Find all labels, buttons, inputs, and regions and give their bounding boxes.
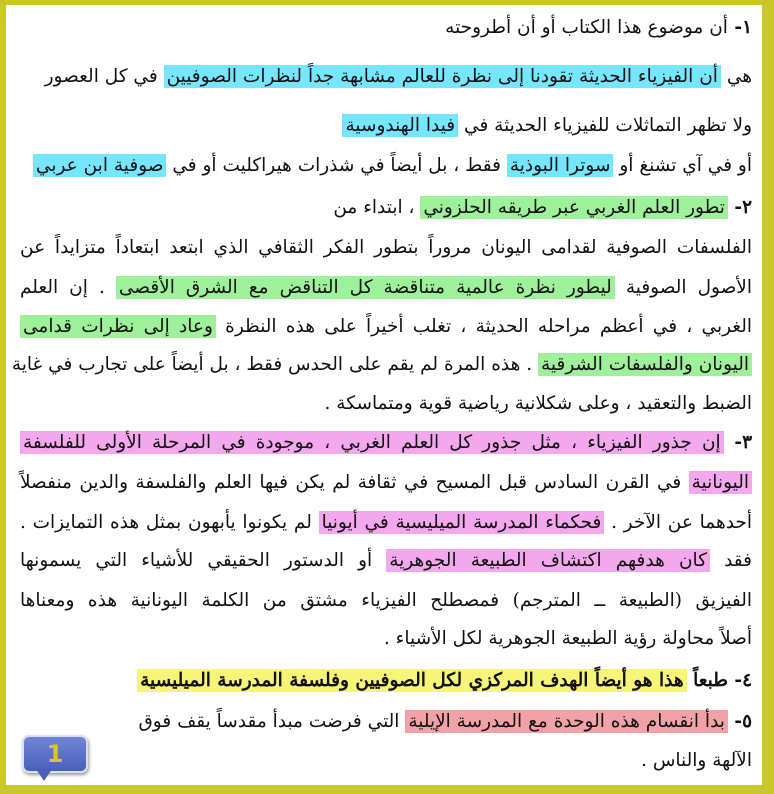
text-line-14 bbox=[20, 546, 752, 576]
text-line-15 bbox=[20, 586, 752, 616]
text-segment: ، ابتداء من bbox=[333, 197, 421, 218]
text-segment: أحدهما عن الآخر . bbox=[604, 512, 752, 533]
text-segment: أو الدستور الحقيقي للأشياء التي يسمونها bbox=[20, 550, 387, 571]
text-segment: ٤- طبعاً bbox=[686, 670, 752, 691]
text-segment: ٥- bbox=[727, 711, 752, 732]
page-number-badge[interactable] bbox=[22, 735, 88, 773]
text-segment: . هذه المرة لم يقم على الحدس فقط ، بل أيضاً على تجارب في غاية bbox=[11, 354, 538, 375]
text-line-8 bbox=[20, 312, 752, 342]
highlighted-phrase: فحكماء المدرسة الميليسية في أيونيا bbox=[319, 511, 605, 534]
highlighted-phrase: أن الفيزياء الحديثة تقودنا إلى نظرة للعالم مشابهة جداً لنظرات الصوفيين bbox=[164, 65, 721, 88]
text-segment: الضبط والتعقيد ، وعلى شكلانية رياضية قوية ومتماسكة . bbox=[324, 393, 752, 414]
highlighted-phrase: هذا هو أيضاً الهدف المركزي لكل الصوفيين وفلسفة المدرسة الميليسية bbox=[137, 669, 687, 692]
text-segment: ١- bbox=[727, 17, 752, 38]
highlighted-phrase: بدأ انقسام هذه الوحدة مع المدرسة الإيلية bbox=[405, 710, 728, 733]
text-line-10 bbox=[20, 389, 752, 419]
highlighted-phrase: اليونانية bbox=[689, 471, 752, 494]
text-segment: الفلسفات الصوفية لقدامى اليونان مروراً بتطور الفكر الثقافي الذي ابتعد ابتعاداً متزايداً عن bbox=[20, 237, 752, 258]
highlighted-phrase: وعاد إلى نظرات قدامى bbox=[20, 315, 216, 338]
text-segment: هي bbox=[720, 66, 752, 87]
highlighted-phrase: اليونان والفلسفات الشرقية bbox=[538, 353, 752, 376]
text-line-18 bbox=[20, 707, 752, 737]
text-line-9 bbox=[11, 350, 752, 380]
text-line-12 bbox=[20, 468, 752, 498]
text-line-13 bbox=[20, 508, 752, 538]
text-line-1 bbox=[20, 13, 752, 43]
text-segment: الأصول الصوفية bbox=[614, 277, 752, 298]
text-segment: التي فرضت مبدأ مقدساً يقف فوق bbox=[138, 711, 406, 732]
text-line-16 bbox=[20, 624, 752, 654]
text-segment: ٢- bbox=[727, 197, 752, 218]
text-segment: لم يكونوا يأبهون بمثل هذه التمايزات . bbox=[20, 512, 319, 533]
highlighted-phrase: كان هدفهم اكتشاف الطبيعة الجوهرية bbox=[386, 549, 710, 572]
text-line-19 bbox=[20, 746, 752, 776]
badge-pointer-icon bbox=[36, 769, 52, 781]
text-segment: أو في آي تشنغ أو bbox=[613, 155, 752, 176]
text-line-11 bbox=[20, 428, 752, 458]
text-segment: ٣- bbox=[723, 432, 752, 453]
text-line-3 bbox=[20, 111, 752, 141]
text-segment: . إن العلم bbox=[20, 277, 116, 298]
text-segment: ولا تظهر التماثلات للفيزياء الحديثة في bbox=[458, 115, 752, 136]
text-segment: أن موضوع هذا الكتاب أو أن أطروحته bbox=[445, 17, 728, 38]
text-segment: فقد bbox=[709, 550, 752, 571]
highlighted-phrase: تطور العلم الغربي عبر طريقه الحلزوني bbox=[420, 196, 728, 219]
text-line-4 bbox=[20, 151, 752, 181]
text-segment: في كل العصور bbox=[44, 66, 164, 87]
text-line-7 bbox=[20, 273, 752, 303]
page-number: 1 bbox=[46, 740, 64, 768]
text-segment: الغربي ، في أعظم مراحله الحديثة ، تغلب أخيراً على هذه النظرة bbox=[215, 316, 753, 337]
text-line-5 bbox=[20, 193, 752, 223]
document-page bbox=[6, 5, 762, 785]
highlighted-phrase: ليطور نظرة عالمية متناقضة كل التناقض مع الشرق الأقصى bbox=[116, 276, 615, 299]
text-segment: الفيزيق (الطبيعة ــ المترجم) فمصطلح الفيزياء مشتق من الكلمة اليونانية هذه ومعناها bbox=[20, 590, 752, 611]
highlighted-phrase: فيدا الهندوسية bbox=[342, 114, 458, 137]
text-line-17 bbox=[20, 666, 752, 696]
text-line-6 bbox=[20, 233, 752, 263]
text-segment: في القرن السادس قبل المسيح في ثقافة لم يكن فيها العلم والفلسفة والدين منفصلاً bbox=[20, 472, 689, 493]
highlighted-phrase: سوترا البوذية bbox=[507, 154, 614, 177]
text-line-2 bbox=[20, 62, 752, 92]
highlighted-phrase: صوفية ابن عربي bbox=[33, 154, 167, 177]
text-segment: الآلهة والناس . bbox=[641, 750, 752, 771]
text-segment: أصلاً محاولة رؤية الطبيعة الجوهرية لكل الأشياء . bbox=[383, 628, 752, 649]
highlighted-phrase: إن جذور الفيزياء ، مثل جذور كل العلم الغربي ، موجودة في المرحلة الأولى للفلسفة bbox=[20, 431, 724, 454]
text-segment: فقط ، بل أيضاً في شذرات هيراكليت أو في bbox=[166, 155, 507, 176]
